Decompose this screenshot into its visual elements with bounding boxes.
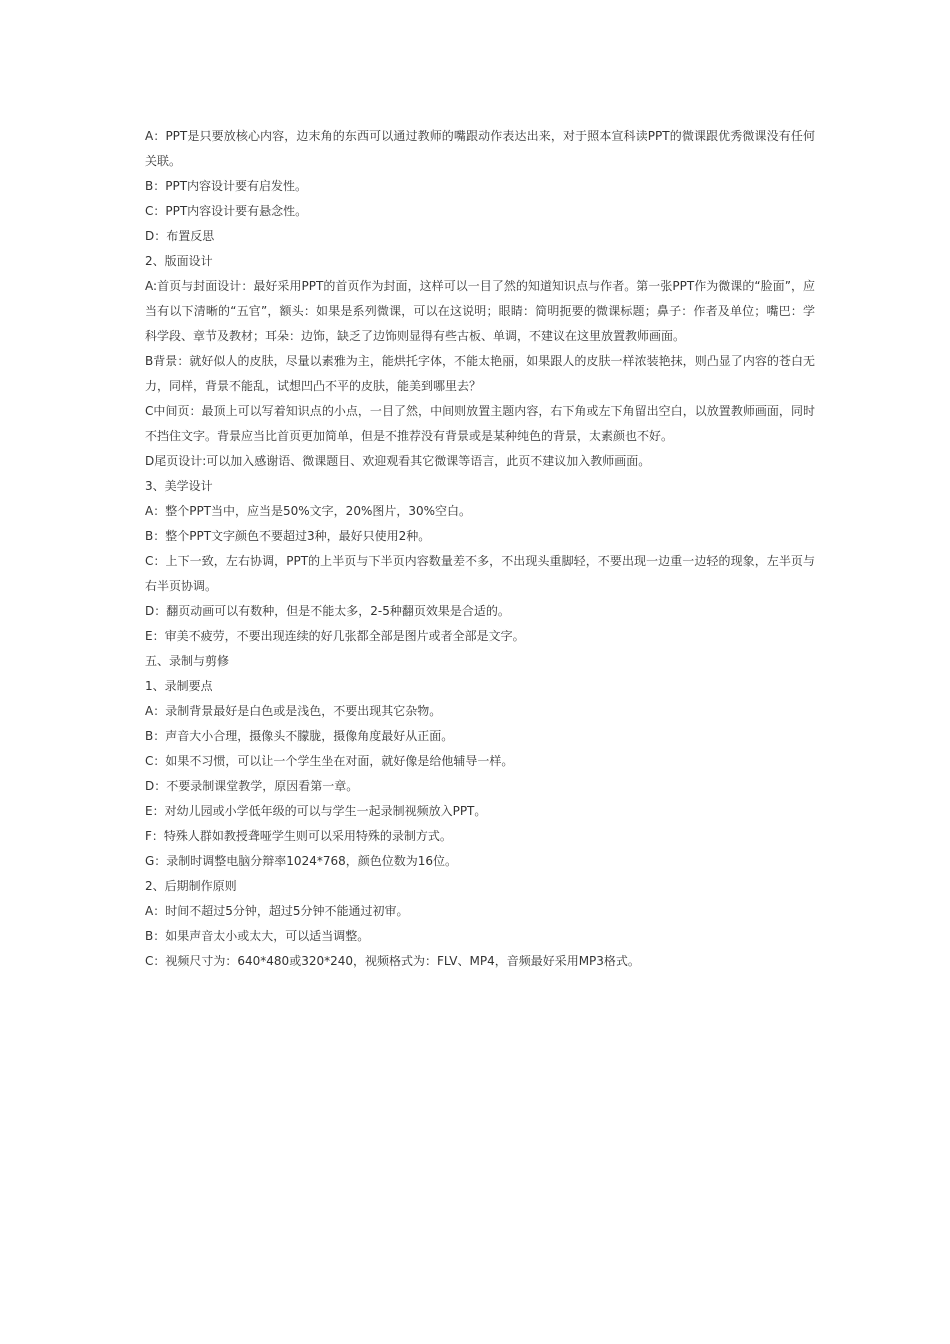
heading-layout-design: 2、版面设计 (145, 254, 213, 268)
heading-post-production: 2、后期制作原则 (145, 879, 237, 893)
paragraph-recording-f: F：特殊人群如教授聋哑学生则可以采用特殊的录制方式。 (145, 829, 452, 843)
document-body (145, 124, 815, 974)
paragraph-option-d-reflection: D：布置反思 (145, 229, 215, 243)
paragraph-aesthetic-e: E：审美不疲劳，不要出现连续的好几张都全部是图片或者全部是文字。 (145, 629, 525, 643)
paragraph-cover-design: A:首页与封面设计：最好采用PPT的首页作为封面，这样可以一目了然的知道知识点与作者。第一张PPT作为微课的“脸面”，应当有以下清晰的“五官”，额头：如果是系列微课，可以在这说明；眼睛：简明扼要的微课标题；鼻子：作者及单位；嘴巴：学科学段、章节及教材；耳朵：边饰，缺乏了边饰则显得有些古板、单调，不建议在这里放置教师画面。 (145, 279, 815, 343)
heading-aesthetic-design: 3、美学设计 (145, 479, 213, 493)
heading-recording-editing: 五、录制与剪修 (145, 654, 230, 668)
paragraph-recording-e: E：对幼儿园或小学低年级的可以与学生一起录制视频放入PPT。 (145, 804, 487, 818)
paragraph-option-b-inspiring: B：PPT内容设计要有启发性。 (145, 179, 308, 193)
paragraph-recording-d: D：不要录制课堂教学，原因看第一章。 (145, 779, 359, 793)
paragraph-option-a-core-content: A：PPT是只要放核心内容，边末角的东西可以通过教师的嘴跟动作表达出来，对于照本宣科读PPT的微课跟优秀微课没有任何关联。 (145, 129, 815, 168)
paragraph-recording-a: A：录制背景最好是白色或是浅色，不要出现其它杂物。 (145, 704, 442, 718)
heading-recording-points: 1、录制要点 (145, 679, 213, 693)
paragraph-aesthetic-a: A：整个PPT当中，应当是50%文字，20%图片，30%空白。 (145, 504, 472, 518)
paragraph-aesthetic-c: C：上下一致，左右协调，PPT的上半页与下半页内容数量差不多，不出现头重脚轻，不要出现一边重一边轻的现象，左半页与右半页协调。 (145, 554, 815, 593)
paragraph-aesthetic-d: D：翻页动画可以有数种，但是不能太多，2-5种翻页效果是合适的。 (145, 604, 510, 618)
paragraph-recording-g: G：录制时调整电脑分辩率1024*768，颜色位数为16位。 (145, 854, 458, 868)
paragraph-middle-page: C中间页：最顶上可以写着知识点的小点，一目了然，中间则放置主题内容，右下角或左下角留出空白，以放置教师画面，同时不挡住文字。背景应当比首页更加简单，但是不推荐没有背景或是某种纯色的背景，太素颜也不好。 (145, 404, 815, 443)
paragraph-recording-c: C：如果不习惯，可以让一个学生坐在对面，就好像是给他辅导一样。 (145, 754, 514, 768)
paragraph-background: B背景：就好似人的皮肤，尽量以素雅为主，能烘托字体，不能太艳丽，如果跟人的皮肤一样浓装艳抹，则凸显了内容的苍白无力，同样，背景不能乱，试想凹凸不平的皮肤，能美到哪里去？ (145, 354, 815, 393)
paragraph-end-page: D尾页设计:可以加入感谢语、微课题目、欢迎观看其它微课等语言，此页不建议加入教师画面。 (145, 454, 651, 468)
paragraph-post-c: C：视频尺寸为：640*480或320*240，视频格式为：FLV、MP4，音频最好采用MP3格式。 (145, 954, 640, 968)
paragraph-post-a: A：时间不超过5分钟，超过5分钟不能通过初审。 (145, 904, 409, 918)
paragraph-recording-b: B：声音大小合理，摄像头不朦胧，摄像角度最好从正面。 (145, 729, 454, 743)
paragraph-aesthetic-b: B：整个PPT文字颜色不要超过3种，最好只使用2种。 (145, 529, 431, 543)
paragraph-option-c-suspense: C：PPT内容设计要有悬念性。 (145, 204, 308, 218)
paragraph-post-b: B：如果声音太小或太大，可以适当调整。 (145, 929, 370, 943)
